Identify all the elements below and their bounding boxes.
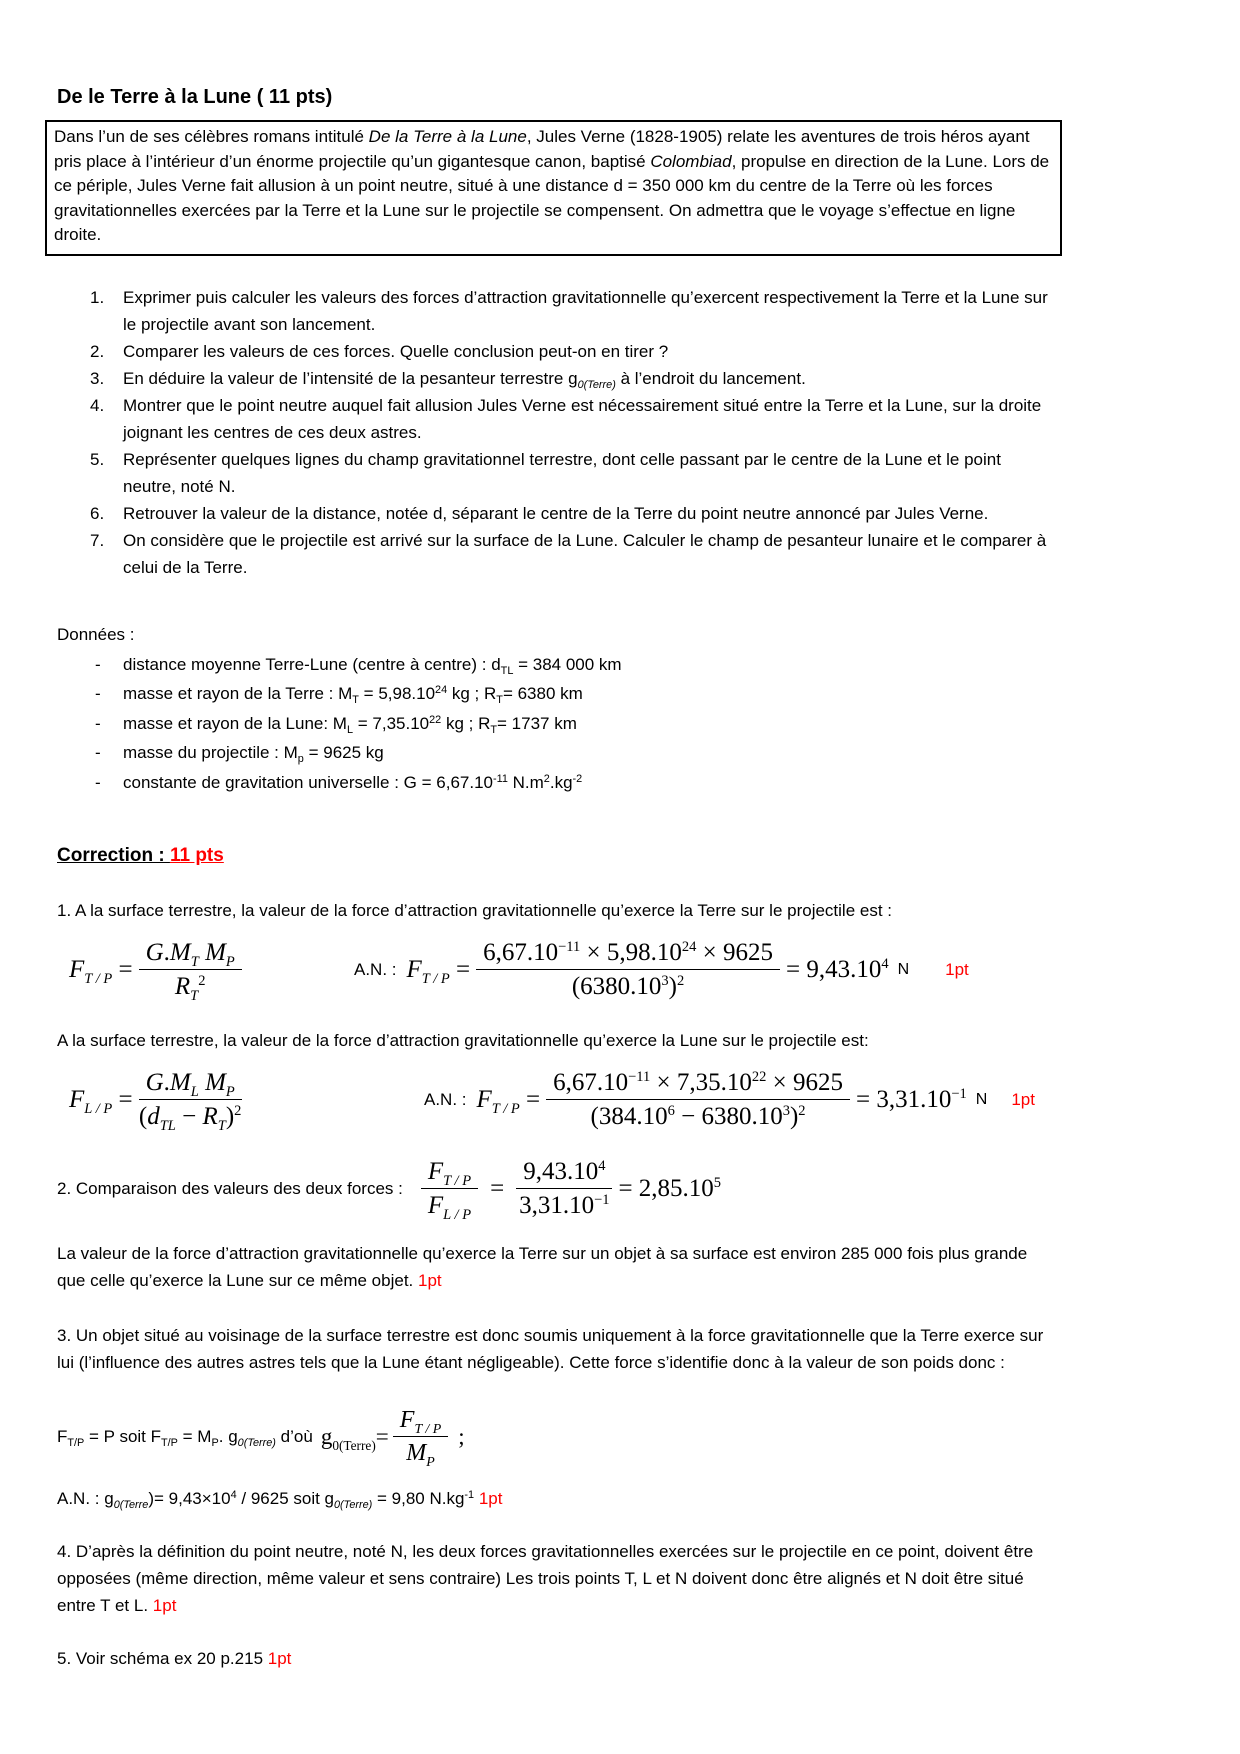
data-section-label: Données : [57, 624, 135, 644]
semicolon: ; [458, 1424, 465, 1449]
formula-result: = $3,31.10^{-1}$ [855, 1086, 967, 1113]
fraction-denominator: $(d_{TL} - R_T)^2$ [138, 1103, 242, 1135]
data-item-terre [57, 679, 1165, 709]
data-item-text: masse et rayon de la Terre : $M_T = 5,98.10^{24}$ kg ; $R_T= 6380$ km [123, 684, 583, 707]
intro-box [45, 120, 1062, 256]
intro-paragraph: Dans l’un de ses célèbres romans intitulé De la Terre à la Lune, Jules Verne (1828-1905) relate les aventures de trois héros ayant pris place à l’intérieur d’un énorme projectile qu’un gigantesque canon, baptisé Colombiad, propulse en direction de la Lune. Lors de ce périple, Jules Verne fait allusion à un point neutre, situé à une distance d = 350 000 km du centre de la Terre où les forces gravitationnelles exercées par la Terre et la Lune sur le projectile se compensent. On admettra que le voyage s’effectue en ligne droite. [54, 127, 1050, 244]
data-item-distance [57, 650, 1165, 680]
correction-paragraph-1: 1. A la surface terrestre, la valeur de la force d’attraction gravitationnelle qu’exerce la Terre sur le projectile est : [57, 901, 893, 920]
data-list [57, 650, 1165, 798]
formula-terre-numeric [407, 940, 910, 999]
unit-label: N [897, 960, 910, 978]
g-formula-lhs: $g_{0(Terre)}=$ [320, 1424, 389, 1453]
correction-paragraph-4: 3. Un objet situé au voisinage de la surface terrestre est donc soumis uniquement à la force gravitationnelle que la Terre exerce sur lui (l’influence des autres astres tels que la Lune étant négligeable). Cette force s’identifie donc à la valeur de son poids donc : [57, 1326, 1044, 1372]
correction-paragraph-5: 4. D’après la définition du point neutre, noté N, les deux forces gravitationnelles exercées sur le projectile en ce point, doivent être opposées (même direction, même valeur et sens contraire) Les trois points T, L et N doivent donc être alignés et N doit être situé entre T et L. 1pt [57, 1542, 1034, 1615]
data-item-constante [57, 768, 1165, 798]
data-item-text: constante de gravitation universelle : $G = 6,67.10^{-11}$ $N.m^2.kg^{-2}$ [123, 772, 583, 792]
fraction-denominator: $F_{L / P}$ [427, 1192, 472, 1224]
formula-lhs: $F_{T / P}$ = [406, 956, 471, 988]
comparison-row [57, 1158, 1165, 1224]
question-text: En déduire la valeur de l’intensité de la pesanteur terrestre $g_{0(Terre)}$ à l’endroit du lancement. [123, 368, 806, 391]
data-item-text: masse du projectile : $M_p = 9625$ kg [123, 743, 384, 766]
formula-result: = $9,43.10^4$ [785, 956, 889, 983]
question-text: Retrouver la valeur de la distance, notée d, séparant le centre de la Terre du point neutre annoncé par Jules Verne. [123, 503, 989, 523]
data-item-lune [57, 709, 1165, 739]
g-formula-sans: $F_{T/P} = P$ soit $F_{T/P} = M_P$. $g_{0(Terre)}$ d’où [57, 1427, 313, 1450]
fraction [476, 940, 780, 999]
data-item-text: distance moyenne Terre-Lune (centre à centre) : $d_{TL} = 384$ 000 km [123, 654, 622, 677]
g-formula-row [57, 1407, 1165, 1470]
an-label: A.N. : [354, 960, 397, 979]
fraction-numerator: $F_{T / P}$ [393, 1408, 448, 1437]
data-item-text: masse et rayon de la Lune: $M_L = 7,35.10^{22}$ kg ; $R_T= 1737$ km [123, 713, 577, 736]
question-item-5 [57, 446, 1165, 500]
dash-marker: - [95, 772, 101, 792]
fraction-numerator: 9,43.10$^4$ [516, 1159, 612, 1189]
fraction-numerator: $G.M_T$ $M_P$ [139, 940, 242, 970]
fraction [516, 1159, 612, 1218]
question-number: 6. [90, 503, 105, 523]
formula-lhs: $F_{L / P}$ = [69, 1086, 133, 1118]
fraction [138, 1069, 242, 1135]
fraction [393, 1407, 448, 1470]
question-item-3 [57, 365, 1165, 392]
unit-label: N [975, 1090, 988, 1108]
question-item-6 [57, 500, 1165, 527]
points-badge: 1pt [945, 960, 969, 979]
an-label: A.N. : [424, 1090, 467, 1109]
question-text: Exprimer puis calculer les valeurs des forces d’attraction gravitationnelle qu’exercent respectivement la Terre et la Lune sur le projectile avant son lancement. [123, 287, 1048, 334]
question-text: Représenter quelques lignes du champ gravitationnel terrestre, dont celle passant par le centre de la Lune et le point neutre, noté N. [123, 449, 1001, 496]
question-text: Comparer les valeurs de ces forces. Quelle conclusion peut-on en tirer ? [123, 341, 669, 361]
fraction [421, 1158, 478, 1224]
question-number: 3. [90, 368, 105, 388]
formula-terre-literal [69, 939, 354, 1005]
formula-result: = $2,85.10^5$ [618, 1175, 722, 1202]
fraction [546, 1070, 850, 1129]
questions-list [57, 284, 1165, 581]
formula-row-terre [57, 939, 1165, 1005]
question-number: 2. [90, 341, 105, 361]
formula-lune-literal [69, 1069, 424, 1135]
correction-paragraph-2: A la surface terrestre, la valeur de la force d’attraction gravitationnelle qu’exerce la Lune sur le projectile est: [57, 1031, 869, 1050]
correction-paragraph-3: La valeur de la force d’attraction gravitationnelle qu’exerce la Terre sur un objet à sa surface est environ 285 000 fois plus grande que celle qu’exerce la Lune sur ce même objet. 1pt [57, 1244, 1028, 1290]
comparison-label: 2. Comparaison des valeurs des deux forces : [57, 1179, 403, 1198]
question-text: Montrer que le point neutre auquel fait allusion Jules Verne est nécessairement situé entre la Terre et la Lune, sur la droite joignant les centres de ces deux astres. [123, 395, 1042, 442]
question-text: On considère que le projectile est arrivé sur la surface de la Lune. Calculer le champ de pesanteur lunaire et le comparer à celui de la Terre. [123, 530, 1047, 577]
fraction [139, 939, 242, 1005]
data-item-projectile [57, 738, 1165, 768]
fraction-numerator: $6,67.10^{-11} \times 7,35.10^{22} \times 9625$ [546, 1070, 850, 1100]
question-number: 7. [90, 530, 105, 550]
formula-lhs: $F_{T / P}$ = [476, 1086, 541, 1118]
fraction-denominator: $R_T^2$ [174, 973, 206, 1005]
formula-lhs: $F_{T / P}$ = [69, 956, 133, 988]
equals-sign: = [490, 1175, 505, 1202]
fraction-denominator: $M_P$ [406, 1440, 435, 1470]
fraction-numerator: $6,67.10^{-11} \times 5,98.10^{24} \times 9625$ [476, 940, 780, 970]
fraction-denominator: $(384.10^6 - 6380.10^3)^2$ [590, 1103, 806, 1130]
an-g-line: A.N. : $g_{0(Terre})= 9,43\times 10^4 / 9625$ soit $g_{0(Terre)} = 9,80$ $N.kg^{-1}$ 1pt [57, 1489, 503, 1512]
question-item-1 [57, 284, 1165, 338]
question-item-7 [57, 527, 1165, 581]
correction-heading-label: Correction : [57, 845, 170, 866]
correction-heading-points: 11 pts [169, 845, 224, 866]
correction-heading [57, 843, 1165, 869]
correction-paragraph-6: 5. Voir schéma ex 20 p.215 1pt [57, 1649, 292, 1668]
dash-marker: - [95, 713, 101, 733]
dash-marker: - [95, 684, 101, 703]
formula-row-lune [57, 1069, 1165, 1135]
question-number: 4. [90, 395, 105, 415]
fraction-denominator: $3,31.10^{-1}$ [519, 1192, 610, 1219]
question-item-4 [57, 392, 1165, 446]
dash-marker: - [95, 654, 101, 674]
fraction-numerator: $G.M_L$ $M_P$ [139, 1070, 242, 1100]
question-number: 5. [90, 449, 105, 469]
fraction-numerator: $F_{T / P}$ [421, 1159, 478, 1189]
comparison-formula [415, 1158, 722, 1224]
points-badge: 1pt [1011, 1090, 1035, 1109]
question-item-2 [57, 338, 1165, 365]
question-number: 1. [90, 287, 105, 307]
dash-marker: - [95, 743, 101, 762]
formula-lune-numeric [477, 1070, 988, 1129]
fraction-denominator: $(6380.10^3)^2$ [571, 973, 685, 1000]
page-title: De le Terre à la Lune ( 11 pts) [57, 86, 333, 108]
